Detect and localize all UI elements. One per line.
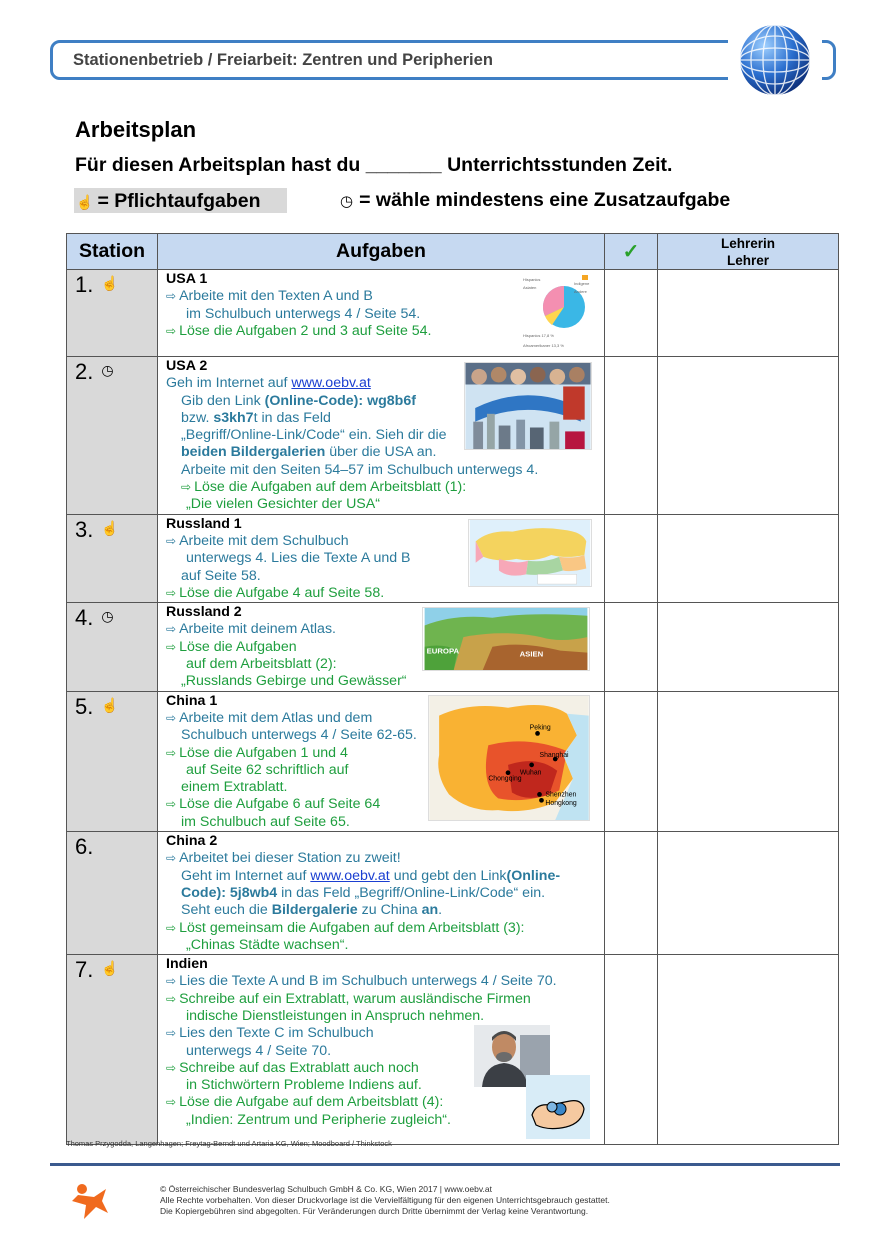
svg-text:Shanghai: Shanghai bbox=[539, 751, 569, 759]
task-line: ⇨ Schreibe auf ein Extrablatt, warum ausländische Firmen bbox=[166, 990, 531, 1007]
svg-text:Asiaten: Asiaten bbox=[523, 285, 537, 290]
col-tasks: Aufgaben bbox=[158, 234, 605, 270]
arrow-right-icon: ⇨ bbox=[166, 710, 177, 725]
task-line: ⇨ Lies die Texte A und B im Schulbuch unterwegs 4 / Seite 70. bbox=[166, 973, 557, 990]
task-line: ⇨ Arbeite mit dem Schulbuch bbox=[166, 532, 349, 549]
footer-divider bbox=[50, 1163, 840, 1166]
table-row bbox=[67, 955, 839, 1145]
task-title: Russland 2 bbox=[166, 604, 242, 621]
teacher-cell[interactable] bbox=[658, 357, 839, 515]
task-line: Seht euch die Bildergalerie zu China an. bbox=[181, 902, 443, 919]
table-header-row bbox=[67, 234, 839, 270]
station-cell bbox=[67, 955, 158, 1145]
col-teacher-line1: Lehrerin bbox=[720, 235, 775, 251]
arrow-right-icon: ⇨ bbox=[166, 851, 177, 866]
task-line: Code): 5j8wb4 in das Feld „Begriff/Online-Link/Code“ ein. bbox=[181, 884, 546, 901]
station-number: 2. bbox=[75, 359, 94, 384]
teacher-cell[interactable] bbox=[658, 955, 839, 1145]
russia-map-image bbox=[468, 519, 592, 587]
arrow-right-icon: ⇨ bbox=[166, 1060, 177, 1075]
svg-text:Afroamerikaner 13,3 %: Afroamerikaner 13,3 % bbox=[523, 343, 564, 348]
arrow-right-icon: ⇨ bbox=[166, 622, 177, 637]
table-row bbox=[67, 357, 839, 515]
svg-text:Shenzhen: Shenzhen bbox=[545, 791, 577, 799]
col-teacher-line2: Lehrer bbox=[726, 252, 770, 268]
svg-text:Chongqing: Chongqing bbox=[488, 775, 522, 783]
task-line: Gib den Link (Online-Code): wg8b6f bbox=[181, 392, 416, 409]
station-number: 7. bbox=[75, 957, 94, 983]
station-number: 4. bbox=[75, 605, 94, 631]
pointing-hand-icon: ☝ bbox=[101, 275, 119, 291]
task-title: USA 2 bbox=[166, 358, 208, 374]
clock-icon: ◷ bbox=[101, 362, 114, 378]
task-line: ⇨ Arbeite mit den Texten A und B bbox=[166, 288, 373, 305]
check-cell[interactable] bbox=[605, 270, 658, 357]
task-title: China 1 bbox=[166, 692, 218, 709]
page-title: Arbeitsplan bbox=[75, 117, 197, 142]
task-cell bbox=[158, 832, 605, 955]
task-cell bbox=[158, 514, 605, 602]
pointing-hand-icon: ☝ bbox=[101, 960, 119, 977]
task-cell bbox=[158, 691, 605, 831]
task-line: ⇨ Löse die Aufgaben 1 und 4 bbox=[166, 744, 348, 761]
col-check bbox=[605, 234, 658, 270]
task-line: Arbeite mit den Seiten 54–57 im Schulbuch unterwegs 4. bbox=[181, 461, 539, 478]
check-cell[interactable] bbox=[605, 603, 658, 691]
task-line: ⇨ Löst gemeinsam die Aufgaben auf dem Arbeitsblatt (3): bbox=[166, 919, 525, 936]
task-line: Geh im Internet auf www.oebv.at bbox=[166, 375, 371, 392]
table-row bbox=[67, 691, 839, 831]
clock-icon: ◷ bbox=[340, 193, 354, 210]
station-cell bbox=[67, 514, 158, 602]
image-credits: Thomas Przygodda, Langenhagen; Freytag-Berndt und Artaria KG, Wien; Moodboard / Thinkstock bbox=[66, 1139, 392, 1148]
task-line: im Schulbuch unterwegs 4 / Seite 54. bbox=[186, 305, 421, 322]
svg-text:Andere: Andere bbox=[574, 289, 587, 294]
task-line: im Schulbuch auf Seite 65. bbox=[181, 813, 350, 830]
arrow-right-icon: ⇨ bbox=[166, 289, 177, 304]
publisher-logo-icon bbox=[68, 1181, 112, 1225]
teacher-cell[interactable] bbox=[658, 270, 839, 357]
task-cell bbox=[158, 357, 605, 515]
station-number: 5. bbox=[75, 693, 94, 719]
work-plan-table bbox=[66, 233, 839, 1145]
task-line: ⇨ Löse die Aufgabe 6 auf Seite 64 bbox=[166, 796, 381, 813]
task-line: auf Seite 58. bbox=[181, 567, 261, 584]
table-row bbox=[67, 270, 839, 357]
footer-copyright: © Österreichischer Bundesverlag Schulbuch GmbH & Co. KG, Wien 2017 | www.oebv.at Alle Rechte vorbehalten. Von dieser Druckvorlage ist die Vervielfältigung für den eigenen Unterrichtsgebrauch gestattet. Die Kopiergebühren sind abgegolten. Für Veränderungen durch Dritte übernimmt der Verlag keine Verantwortung. bbox=[160, 1184, 610, 1216]
arrow-right-icon: ⇨ bbox=[166, 533, 177, 548]
task-line: unterwegs 4 / Seite 70. bbox=[186, 1042, 332, 1059]
task-line: beiden Bildergalerien über die USA an. bbox=[181, 444, 437, 461]
task-line: ⇨ Lies den Texte C im Schulbuch bbox=[166, 1025, 374, 1042]
task-line: „Russlands Gebirge und Gewässer“ bbox=[181, 673, 407, 690]
svg-text:Hispanics 17,8 %: Hispanics 17,8 % bbox=[523, 333, 554, 338]
check-cell[interactable] bbox=[605, 357, 658, 515]
station-number: 1. bbox=[75, 272, 94, 297]
task-title: USA 1 bbox=[166, 271, 208, 287]
task-line: „Indien: Zentrum und Peripherie zugleich“. bbox=[186, 1111, 451, 1128]
task-line: ⇨ Arbeitet bei dieser Station zu zweit! bbox=[166, 850, 401, 867]
task-title: Indien bbox=[166, 956, 208, 973]
table-row bbox=[67, 832, 839, 955]
svg-text:Peking: Peking bbox=[529, 724, 551, 732]
station-cell bbox=[67, 603, 158, 691]
pointing-hand-icon: ☝ bbox=[101, 519, 119, 536]
task-line: „Begriff/Online-Link/Code“ ein. Sieh dir die bbox=[181, 427, 447, 444]
table-row bbox=[67, 514, 839, 602]
time-instruction: Für diesen Arbeitsplan hast du _______ Unterrichtsstunden Zeit. bbox=[75, 154, 673, 176]
task-line: ⇨ Arbeite mit dem Atlas und dem bbox=[166, 709, 373, 726]
arrow-right-icon: ⇨ bbox=[166, 1026, 177, 1041]
map-label-asien: ASIEN bbox=[519, 649, 544, 659]
task-cell bbox=[158, 270, 605, 357]
svg-text:Hispanics: Hispanics bbox=[523, 277, 541, 282]
teacher-cell[interactable] bbox=[658, 514, 839, 602]
task-line: Geht im Internet auf www.oebv.at und gebt den Link(Online- bbox=[181, 867, 561, 884]
task-line: unterwegs 4. Lies die Texte A und B bbox=[186, 550, 411, 567]
arrow-right-icon: ⇨ bbox=[166, 585, 177, 600]
legend-mandatory-label: = Pflichtaufgaben bbox=[97, 190, 261, 212]
arrow-right-icon: ⇨ bbox=[166, 920, 177, 935]
task-cell bbox=[158, 603, 605, 691]
arrow-right-icon: ⇨ bbox=[166, 745, 177, 760]
task-line: in Stichwörtern Probleme Indiens auf. bbox=[186, 1077, 422, 1094]
task-line: ⇨ Löse die Aufgaben bbox=[166, 638, 297, 655]
col-station: Station bbox=[67, 234, 158, 270]
oebv-link[interactable]: www.oebv.at bbox=[291, 375, 371, 392]
header-banner bbox=[50, 40, 836, 80]
hand-coins-image bbox=[526, 1075, 590, 1139]
map-label-europa: EUROPA bbox=[426, 646, 460, 656]
arrow-right-icon: ⇨ bbox=[166, 639, 177, 654]
task-line: ⇨ Löse die Aufgabe auf dem Arbeitsblatt (4): bbox=[166, 1094, 444, 1111]
station-cell bbox=[67, 357, 158, 515]
svg-text:Indigene: Indigene bbox=[574, 281, 590, 286]
china-map-image bbox=[428, 695, 590, 821]
task-line: ⇨ Löse die Aufgaben 2 und 3 auf Seite 54. bbox=[166, 322, 432, 339]
task-line: ⇨ Arbeite mit deinem Atlas. bbox=[166, 621, 336, 638]
check-cell[interactable] bbox=[605, 514, 658, 602]
task-title: China 2 bbox=[166, 833, 218, 850]
arrow-right-icon: ⇨ bbox=[181, 480, 192, 495]
svg-text:Hongkong: Hongkong bbox=[545, 799, 577, 807]
arrow-right-icon: ⇨ bbox=[166, 1095, 177, 1110]
relief-map-image bbox=[422, 607, 590, 671]
pointing-hand-icon: ☝ bbox=[76, 194, 94, 210]
clock-icon: ◷ bbox=[101, 608, 114, 625]
station-number: 6. bbox=[75, 834, 94, 860]
teacher-cell[interactable] bbox=[658, 832, 839, 955]
task-line: einem Extrablatt. bbox=[181, 779, 288, 796]
task-line: ⇨ Schreibe auf das Extrablatt auch noch bbox=[166, 1059, 419, 1076]
arrow-right-icon: ⇨ bbox=[166, 323, 177, 338]
check-cell[interactable] bbox=[605, 955, 658, 1145]
task-line: auf Seite 62 schriftlich auf bbox=[186, 761, 349, 778]
station-cell bbox=[67, 270, 158, 357]
arrow-right-icon: ⇨ bbox=[166, 974, 177, 989]
header-title: Stationenbetrieb / Freiarbeit: Zentren und Peripherien bbox=[73, 51, 493, 69]
oebv-link[interactable]: www.oebv.at bbox=[310, 867, 390, 884]
task-line: auf dem Arbeitsblatt (2): bbox=[186, 656, 337, 673]
task-line: Schulbuch unterwegs 4 / Seite 62-65. bbox=[181, 727, 417, 744]
legend-optional bbox=[340, 189, 730, 212]
legend-mandatory bbox=[74, 188, 287, 213]
station-number: 3. bbox=[75, 516, 94, 542]
table-row bbox=[67, 603, 839, 691]
svg-text:Wuhan: Wuhan bbox=[519, 769, 542, 777]
check-cell[interactable] bbox=[605, 691, 658, 831]
teacher-cell[interactable] bbox=[658, 691, 839, 831]
usa-collage-image bbox=[464, 362, 592, 450]
task-line: ⇨ Löse die Aufgabe 4 auf Seite 58. bbox=[166, 584, 385, 601]
arrow-right-icon: ⇨ bbox=[166, 991, 177, 1006]
station-cell bbox=[67, 832, 158, 955]
task-title: Russland 1 bbox=[166, 515, 242, 532]
arrow-right-icon: ⇨ bbox=[166, 797, 177, 812]
legend-optional-label: = wähle mindestens eine Zusatzaufgabe bbox=[359, 189, 731, 211]
task-line: indische Dienstleistungen in Anspruch nehmen. bbox=[186, 1007, 485, 1024]
task-cell bbox=[158, 955, 605, 1145]
col-teacher bbox=[658, 234, 839, 270]
pie-chart-image bbox=[522, 273, 596, 353]
checkmark-icon: ✓ bbox=[622, 241, 640, 263]
globe-icon bbox=[738, 23, 812, 97]
pointing-hand-icon: ☝ bbox=[101, 696, 119, 713]
task-line: bzw. s3kh7t in das Feld bbox=[181, 409, 331, 426]
station-cell bbox=[67, 691, 158, 831]
task-line: „Chinas Städte wachsen“. bbox=[186, 936, 349, 953]
task-line: „Die vielen Gesichter der USA“ bbox=[186, 496, 380, 513]
check-cell[interactable] bbox=[605, 832, 658, 955]
teacher-cell[interactable] bbox=[658, 603, 839, 691]
task-line: ⇨ Löse die Aufgaben auf dem Arbeitsblatt (1): bbox=[181, 479, 467, 496]
